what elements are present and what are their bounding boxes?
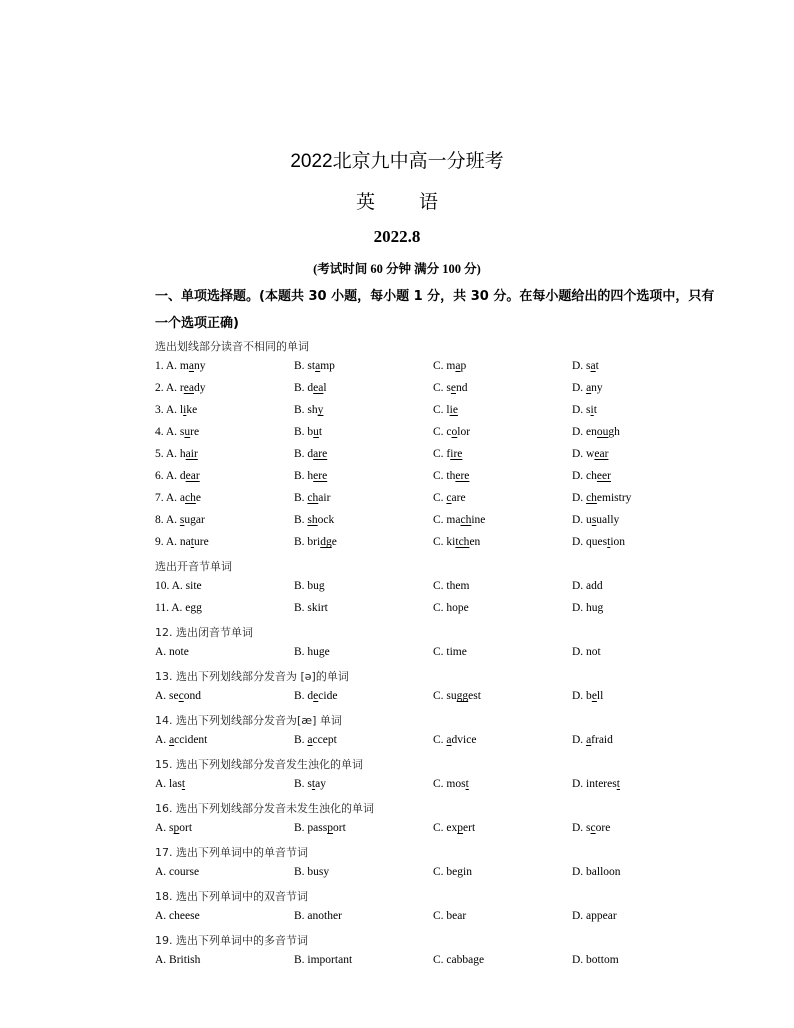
option-b <box>294 822 346 834</box>
option-text-suffix: ort <box>179 822 193 834</box>
underlined-letters: s <box>179 514 185 526</box>
option-text: D. bottom <box>572 954 619 966</box>
option-c <box>433 822 475 834</box>
option-c <box>433 470 469 482</box>
underlined-letters: p <box>457 822 464 834</box>
underlined-letters: tch <box>455 536 470 548</box>
option-row <box>155 356 755 378</box>
option-text-suffix: ion <box>610 536 626 548</box>
underlined-letters: u <box>184 426 191 438</box>
option-text-suffix: t <box>593 404 597 416</box>
option-a <box>155 646 189 658</box>
option-text: D. ch <box>572 470 597 482</box>
option-text-suffix: est <box>468 690 481 702</box>
option-text: C. f <box>433 448 451 460</box>
option-text-suffix: gh <box>608 426 620 438</box>
option-a <box>155 822 192 834</box>
option-b <box>294 602 328 614</box>
option-text: B. huge <box>294 646 330 658</box>
underlined-letters: a <box>188 360 194 372</box>
option-text: D. add <box>572 580 603 592</box>
option-text-suffix: ually <box>596 514 620 526</box>
option-text: C. cabbage <box>433 954 485 966</box>
option-text: B. important <box>294 954 353 966</box>
option-a <box>155 470 200 482</box>
subject-title <box>0 187 794 214</box>
option-c <box>433 734 476 746</box>
subject-char-2: 语 <box>419 191 439 213</box>
underlined-letters: ere <box>455 470 470 482</box>
underlined-letters: a <box>446 734 452 746</box>
option-text: C. ex <box>433 822 458 834</box>
option-text-suffix: t <box>318 426 323 438</box>
option-text-suffix: e <box>331 536 337 548</box>
option-d <box>572 492 631 504</box>
option-text-suffix: lor <box>457 426 471 438</box>
instruction-text: 19. 选出下列单词中的多音节词 <box>155 934 308 947</box>
option-b <box>294 580 325 592</box>
underlined-letters: e <box>591 690 597 702</box>
option-a <box>155 426 199 438</box>
option-text: A. las <box>155 778 182 790</box>
question-instruction <box>155 620 755 642</box>
option-text: 7. A. a <box>155 492 186 504</box>
option-text: C. m <box>433 360 456 372</box>
question-instruction <box>155 840 755 862</box>
option-b <box>294 492 330 504</box>
option-text: C. ma <box>433 514 461 526</box>
option-text: D. balloon <box>572 866 621 878</box>
option-d <box>572 778 620 790</box>
instruction-text: 16. 选出下列划线部分发音未发生浊化的单词 <box>155 802 374 815</box>
option-row <box>155 532 755 554</box>
underlined-letters: i <box>590 404 594 416</box>
option-b <box>294 470 327 482</box>
option-text: B. bri <box>294 536 321 548</box>
underlined-letters: t <box>607 536 611 548</box>
option-text-suffix: ll <box>596 690 604 702</box>
option-d <box>572 822 610 834</box>
option-text: B. <box>294 492 308 504</box>
option-a <box>155 910 200 922</box>
underlined-letters: c <box>178 690 184 702</box>
option-text: B. busy <box>294 866 330 878</box>
option-text: C. su <box>433 690 457 702</box>
underlined-letters: ear <box>594 448 609 460</box>
underlined-letters: a <box>586 734 592 746</box>
option-text-suffix: mp <box>320 360 335 372</box>
option-text: A. British <box>155 954 201 966</box>
underlined-letters: t <box>616 778 620 790</box>
instruction-text: 13. 选出下列划线部分发音为 [ə]的单词 <box>155 670 349 683</box>
option-a <box>155 382 205 394</box>
option-text: D. s <box>572 822 591 834</box>
option-b <box>294 734 337 746</box>
option-text: C. mos <box>433 778 466 790</box>
option-a <box>155 514 205 526</box>
underlined-letters: gg <box>456 690 469 702</box>
underlined-letters: p <box>327 822 333 834</box>
option-c <box>433 514 485 526</box>
option-c <box>433 602 469 614</box>
underlined-letters: t <box>181 778 186 790</box>
option-row <box>155 400 755 422</box>
option-text: D. b <box>572 690 592 702</box>
instruction-text: 选出划线部分读音不相同的单词 <box>155 340 309 353</box>
option-row <box>155 950 755 972</box>
option-b <box>294 514 334 526</box>
option-text: 2. A. r <box>155 382 184 394</box>
option-row <box>155 862 755 884</box>
option-c <box>433 426 470 438</box>
underlined-letters: e <box>450 382 457 394</box>
section-heading: 一、单项选择题。(本题共 30 小题，每小题 1 分，共 30 分。在每小题给出的四个选项中，只有一个选项正确) <box>155 289 715 331</box>
option-text: 5. A. h <box>155 448 186 460</box>
option-d <box>572 646 601 658</box>
underlined-letters: sh <box>307 514 318 526</box>
option-text: D. interes <box>572 778 617 790</box>
question-instruction <box>155 796 755 818</box>
option-row <box>155 686 755 708</box>
option-c <box>433 646 467 658</box>
option-text: B. s <box>294 778 312 790</box>
option-d <box>572 426 620 438</box>
option-text: B. <box>294 734 308 746</box>
underlined-letters: ch <box>185 492 196 504</box>
option-text: D. hug <box>572 602 604 614</box>
option-row <box>155 378 755 400</box>
option-c <box>433 910 466 922</box>
option-text: B. sh <box>294 404 318 416</box>
option-text: B. d <box>294 448 314 460</box>
option-text: A. note <box>155 646 189 658</box>
option-text: D. s <box>572 404 591 416</box>
instruction-text: 18. 选出下列单词中的双音节词 <box>155 890 308 903</box>
option-text: C. hope <box>433 602 469 614</box>
option-row <box>155 642 755 664</box>
option-text: D. <box>572 734 587 746</box>
option-text: D. u <box>572 514 592 526</box>
option-text: 6. A. d <box>155 470 186 482</box>
option-text: B. b <box>294 426 314 438</box>
option-a <box>155 580 202 592</box>
option-text: C. th <box>433 470 456 482</box>
option-text-suffix: dvice <box>451 734 477 746</box>
option-b <box>294 646 330 658</box>
question-instruction <box>155 334 755 356</box>
underlined-letters: ear <box>185 470 200 482</box>
option-a <box>155 734 207 746</box>
underlined-letters: air <box>185 448 198 460</box>
underlined-letters: s <box>591 514 597 526</box>
subject-char-1: 英 <box>355 191 375 213</box>
underlined-letters: a <box>169 734 175 746</box>
underlined-letters: c <box>446 492 452 504</box>
option-c <box>433 382 468 394</box>
underlined-letters: ie <box>449 404 458 416</box>
option-text: D. <box>572 382 587 394</box>
option-text: C. <box>433 492 447 504</box>
option-c <box>433 404 458 416</box>
option-b <box>294 426 322 438</box>
option-b <box>294 404 323 416</box>
option-text-suffix: ay <box>315 778 326 790</box>
exam-title: 2022北京九中高一分班考 <box>290 151 504 172</box>
option-text: C. s <box>433 382 451 394</box>
option-text: D. <box>572 492 587 504</box>
option-text-suffix: emistry <box>596 492 632 504</box>
option-text-suffix: ugar <box>184 514 205 526</box>
option-a <box>155 536 209 548</box>
option-text-suffix: dy <box>193 382 206 394</box>
underlined-letters: c <box>590 822 596 834</box>
question-list <box>155 334 755 972</box>
option-row <box>155 818 755 840</box>
option-row <box>155 488 755 510</box>
question-instruction <box>155 708 755 730</box>
option-c <box>433 536 480 548</box>
option-b <box>294 954 352 966</box>
option-text-suffix: ine <box>471 514 486 526</box>
option-d <box>572 954 619 966</box>
option-c <box>433 492 466 504</box>
option-a <box>155 448 198 460</box>
option-text: 3. A. l <box>155 404 184 416</box>
option-text-suffix: ny <box>591 382 603 394</box>
option-text-suffix: ert <box>463 822 476 834</box>
option-row <box>155 774 755 796</box>
option-c <box>433 580 469 592</box>
option-text-suffix: are <box>451 492 466 504</box>
option-text-suffix: en <box>469 536 481 548</box>
option-text-suffix: ccident <box>174 734 208 746</box>
underlined-letters: p <box>173 822 180 834</box>
option-row <box>155 466 755 488</box>
option-text: B. st <box>294 360 316 372</box>
option-text-suffix: cide <box>318 690 338 702</box>
underlined-letters: u <box>313 426 319 438</box>
option-text-suffix: nd <box>456 382 468 394</box>
option-text-suffix: t <box>595 360 599 372</box>
option-text: B. another <box>294 910 342 922</box>
underlined-letters: a <box>590 360 596 372</box>
option-c <box>433 778 469 790</box>
option-text: A. course <box>155 866 200 878</box>
underlined-letters: ch <box>586 492 597 504</box>
underlined-letters: a <box>307 734 313 746</box>
option-c <box>433 448 462 460</box>
underlined-letters: a <box>455 360 461 372</box>
option-a <box>155 602 202 614</box>
option-d <box>572 360 599 372</box>
instruction-text: 15. 选出下列划线部分发音发生浊化的单词 <box>155 758 363 771</box>
question-instruction <box>155 884 755 906</box>
option-d <box>572 448 608 460</box>
option-d <box>572 602 603 614</box>
option-b <box>294 536 337 548</box>
option-text: D. w <box>572 448 595 460</box>
option-text: B. pass <box>294 822 328 834</box>
option-text: 11. A. egg <box>155 602 202 614</box>
option-text-suffix: fraid <box>591 734 613 746</box>
option-text: A. cheese <box>155 910 200 922</box>
underlined-letters: eer <box>596 470 611 482</box>
option-row <box>155 444 755 466</box>
underlined-letters: a <box>586 382 592 394</box>
option-text: C. them <box>433 580 470 592</box>
option-text: B. <box>294 514 308 526</box>
option-d <box>572 536 625 548</box>
option-text-suffix: ond <box>183 690 201 702</box>
option-text: B. d <box>294 690 314 702</box>
option-text-suffix: ccept <box>312 734 337 746</box>
option-text: 4. A. s <box>155 426 185 438</box>
option-a <box>155 954 200 966</box>
option-text: 10. A. site <box>155 580 202 592</box>
option-text-suffix: l <box>323 382 327 394</box>
option-row <box>155 422 755 444</box>
option-b <box>294 866 329 878</box>
underlined-letters: ea <box>183 382 194 394</box>
option-text: C. ki <box>433 536 456 548</box>
option-text: C. <box>433 734 447 746</box>
option-row <box>155 510 755 532</box>
option-text-suffix: e <box>195 492 201 504</box>
option-row <box>155 598 755 620</box>
option-text: 8. A. <box>155 514 180 526</box>
underlined-letters: a <box>315 360 321 372</box>
underlined-letters: are <box>313 448 328 460</box>
option-text: B. d <box>294 382 314 394</box>
option-row <box>155 730 755 752</box>
option-a <box>155 404 197 416</box>
option-d <box>572 404 597 416</box>
instruction-text: 12. 选出闭音节单词 <box>155 626 253 639</box>
option-text: 9. A. na <box>155 536 191 548</box>
option-d <box>572 734 613 746</box>
option-d <box>572 470 611 482</box>
option-c <box>433 866 472 878</box>
question-instruction <box>155 752 755 774</box>
option-b <box>294 448 327 460</box>
exam-info: (考试时间 60 分钟 满分 100 分) <box>313 262 481 276</box>
option-text-suffix: air <box>318 492 331 504</box>
option-d <box>572 514 619 526</box>
underlined-letters: ere <box>313 470 328 482</box>
underlined-letters: t <box>190 536 194 548</box>
underlined-letters: t <box>465 778 469 790</box>
option-a <box>155 360 205 372</box>
option-a <box>155 690 201 702</box>
option-text-suffix: ke <box>186 404 198 416</box>
underlined-letters: e <box>313 690 319 702</box>
option-b <box>294 690 337 702</box>
option-text-suffix: p <box>460 360 467 372</box>
instruction-text: 17. 选出下列单词中的单音节词 <box>155 846 308 859</box>
underlined-letters: ou <box>596 426 609 438</box>
option-a <box>155 492 201 504</box>
option-a <box>155 866 199 878</box>
underlined-letters: ch <box>460 514 472 526</box>
question-instruction <box>155 554 755 576</box>
option-text: C. bear <box>433 910 467 922</box>
option-text: C. c <box>433 426 452 438</box>
option-text-suffix: ure <box>193 536 209 548</box>
option-text: D. not <box>572 646 601 658</box>
option-b <box>294 382 327 394</box>
option-a <box>155 778 185 790</box>
option-d <box>572 580 603 592</box>
option-text: A. s <box>155 822 174 834</box>
underlined-letters: dg <box>320 536 332 548</box>
option-text: C. l <box>433 404 450 416</box>
instruction-text: 选出开音节单词 <box>155 560 232 573</box>
option-row <box>155 576 755 598</box>
option-d <box>572 382 603 394</box>
instruction-text: 14. 选出下列划线部分发音为[æ] 单词 <box>155 714 342 727</box>
option-text-suffix: ort <box>332 822 346 834</box>
option-text: A. <box>155 734 170 746</box>
option-text: C. begin <box>433 866 472 878</box>
underlined-letters: i <box>183 404 187 416</box>
option-d <box>572 866 621 878</box>
underlined-letters: ire <box>450 448 463 460</box>
option-text-suffix: ny <box>193 360 206 372</box>
option-text: C. time <box>433 646 467 658</box>
underlined-letters: ea <box>313 382 324 394</box>
exam-date: 2022.8 <box>373 227 421 246</box>
option-text: A. se <box>155 690 179 702</box>
option-text: D. ques <box>572 536 608 548</box>
option-row <box>155 906 755 928</box>
option-text-suffix: re <box>190 426 200 438</box>
option-c <box>433 954 484 966</box>
underlined-letters: o <box>451 426 458 438</box>
option-d <box>572 690 603 702</box>
underlined-letters: ch <box>307 492 319 504</box>
option-text: D. appear <box>572 910 617 922</box>
option-text-suffix: ock <box>317 514 335 526</box>
option-text: D. s <box>572 360 591 372</box>
option-text: B. skirt <box>294 602 328 614</box>
option-b <box>294 778 326 790</box>
question-instruction <box>155 664 755 686</box>
option-text: B. h <box>294 470 314 482</box>
option-d <box>572 910 617 922</box>
option-text: 1. A. m <box>155 360 189 372</box>
option-text-suffix: ore <box>595 822 611 834</box>
underlined-letters: t <box>311 778 316 790</box>
option-c <box>433 690 481 702</box>
question-instruction <box>155 928 755 950</box>
option-b <box>294 360 335 372</box>
underlined-letters: y <box>317 404 324 416</box>
option-text: B. bug <box>294 580 325 592</box>
option-text: D. en <box>572 426 597 438</box>
option-c <box>433 360 466 372</box>
option-b <box>294 910 342 922</box>
